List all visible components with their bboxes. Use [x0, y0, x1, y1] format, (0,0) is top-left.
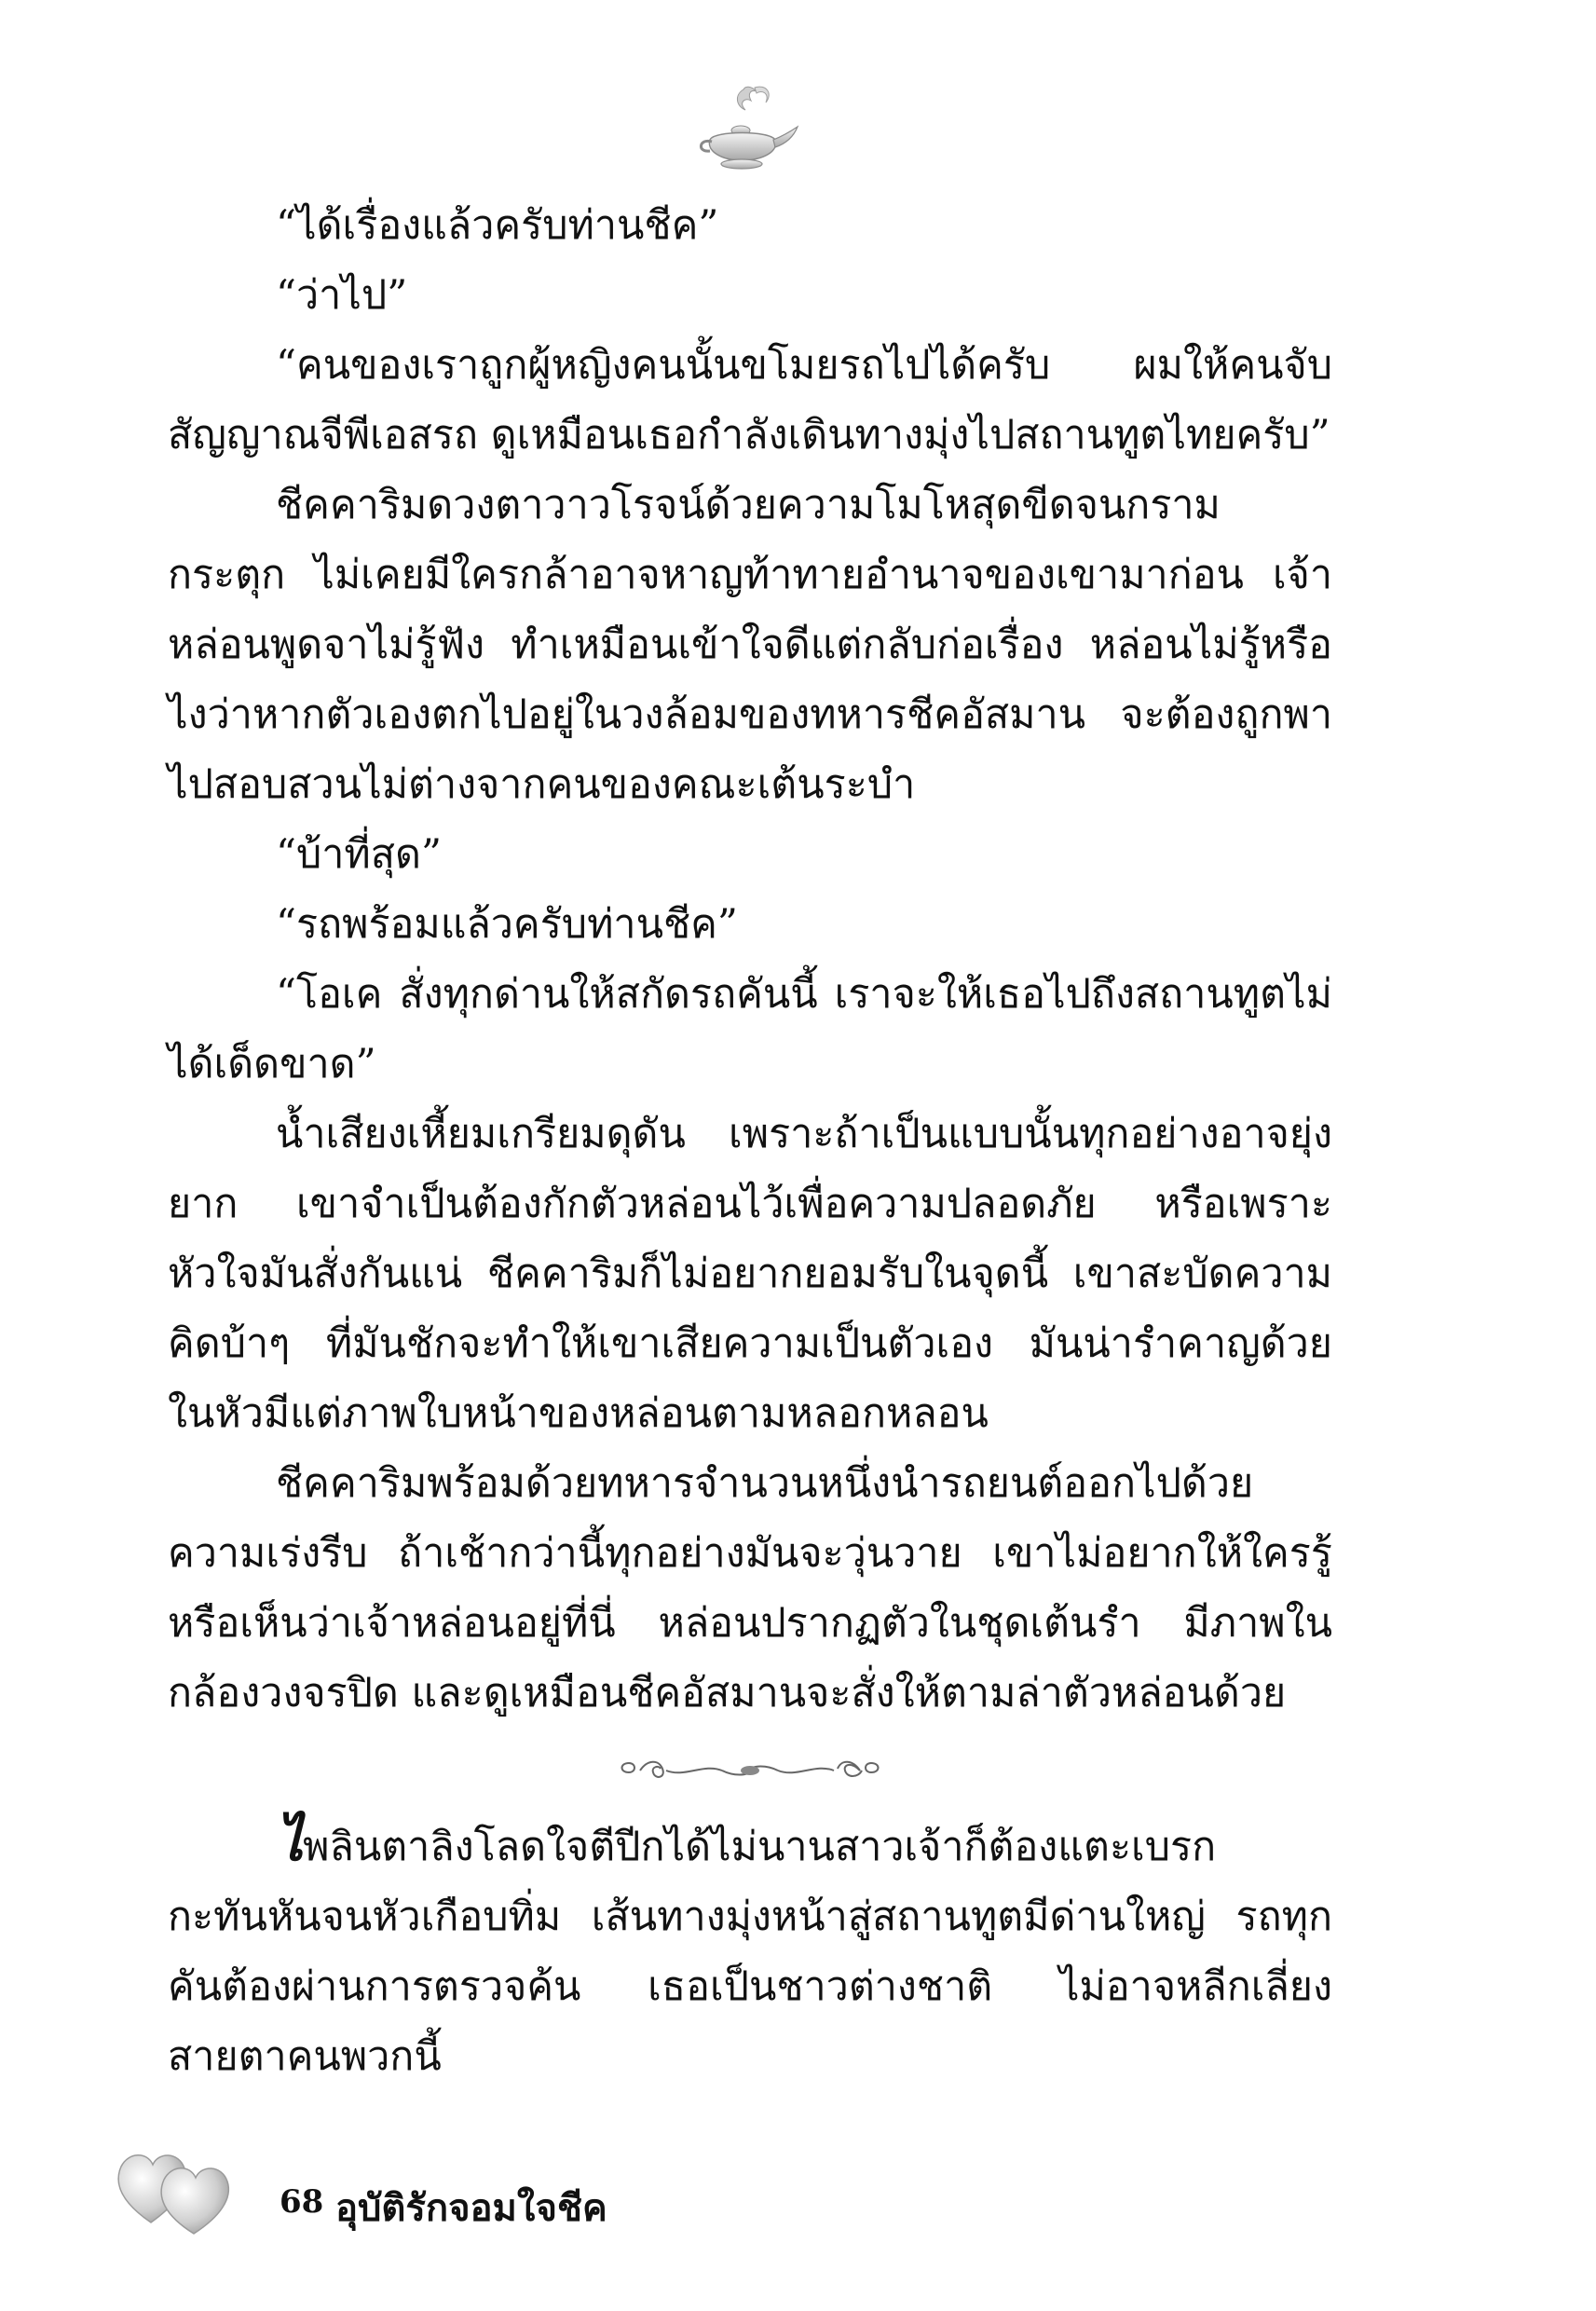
- paragraph: “รถพร้อมแล้วครับท่านชีค”: [276, 901, 738, 948]
- paragraph: ชีคคาริมดวงตาวาวโรจน์ด้วยความโมโหสุดขีดจนกรามกระตุก ไม่เคยมีใครกล้าอาจหาญท้าทายอำนาจของเขามาก่อน เจ้าหล่อนพูดจาไม่รู้ฟัง ทำเหมือนเข้าใจดีแต่กลับก่อเรื่อง หล่อนไม่รู้หรือไงว่าหากตัวเองตกไปอยู่ในวงล้อมของทหารชีคอัสมาน จะต้องถูกพาไปสอบสวนไม่ต่างจากคนของคณะเต้นระบำ: [168, 482, 1332, 808]
- paragraph: “ได้เรื่องแล้วครับท่านชีค”: [276, 202, 719, 249]
- page-number: 68: [280, 2183, 324, 2221]
- paragraph: น้ำเสียงเหี้ยมเกรียมดุดัน เพราะถ้าเป็นแบบนั้นทุกอย่างอาจยุ่งยาก เขาจำเป็นต้องกักตัวหล่อนไว้เพื่อความปลอดภัย หรือเพราะหัวใจมันสั่งกันแน่ ชีคคาริมก็ไม่อยากยอมรับในจุดนี้ เขาสะบัดความคิดบ้าๆ ที่มันชักจะทำให้เขาเสียความเป็นตัวเอง มันน่ารำคาญด้วยในหัวมีแต่ภาพใบหน้าของหล่อนตามหลอกหลอน: [168, 1111, 1332, 1437]
- paragraph: “บ้าที่สุด”: [276, 831, 442, 878]
- paragraph: “คนของเราถูกผู้หญิงคนนั้นขโมยรถไปได้ครับ ผมให้คนจับสัญญาณจีพีเอสรถ ดูเหมือนเธอกำลังเดินทางมุ่งไปสถานทูตไทยครับ”: [168, 342, 1332, 458]
- magic-lamp-icon: [689, 82, 801, 175]
- paragraph-text: พลินตาลิงโลดใจตีปีกได้ไม่นานสาวเจ้าก็ต้องแตะเบรกกะทันหันจนหัวเกือบทิ่ม เส้นทางมุ่งหน้าสู่สถานทูตมีด่านใหญ่ รถทุกคันต้องผ่านการตรวจค้น เธอเป็นชาวต่างชาติ ไม่อาจหลีกเลี่ยงสายตาคนพวกนี้: [168, 1824, 1332, 2080]
- page-footer: [112, 2129, 764, 2241]
- hearts-icon: [112, 2129, 252, 2241]
- body-text: [168, 191, 1332, 2092]
- paragraph: [168, 1812, 1332, 2092]
- paragraph: “โอเค สั่งทุกด่านให้สกัดรถคันนี้ เราจะให้เธอไปถึงสถานทูตไม่ได้เด็ดขาด”: [168, 971, 1332, 1087]
- book-title: อุบัติรักจอมใจชีค: [335, 2186, 607, 2230]
- paragraph: ชีคคาริมพร้อมด้วยทหารจำนวนหนึ่งนำรถยนต์ออกไปด้วยความเร่งรีบ ถ้าเช้ากว่านี้ทุกอย่างมันจะวุ่นวาย เขาไม่อยากให้ใครรู้หรือเห็นว่าเจ้าหล่อนอยู่ที่นี่ หล่อนปรากฏตัวในชุดเต้นรำ มีภาพในกล้องวงจรปิด และดูเหมือนชีคอัสมานจะสั่งให้ตามล่าตัวหล่อนด้วย: [168, 1460, 1332, 1716]
- flourish-divider-icon: [610, 1752, 890, 1789]
- section-divider: [168, 1729, 1332, 1812]
- drop-cap: ไ: [276, 1810, 304, 1873]
- paragraph: “ว่าไป”: [276, 272, 408, 319]
